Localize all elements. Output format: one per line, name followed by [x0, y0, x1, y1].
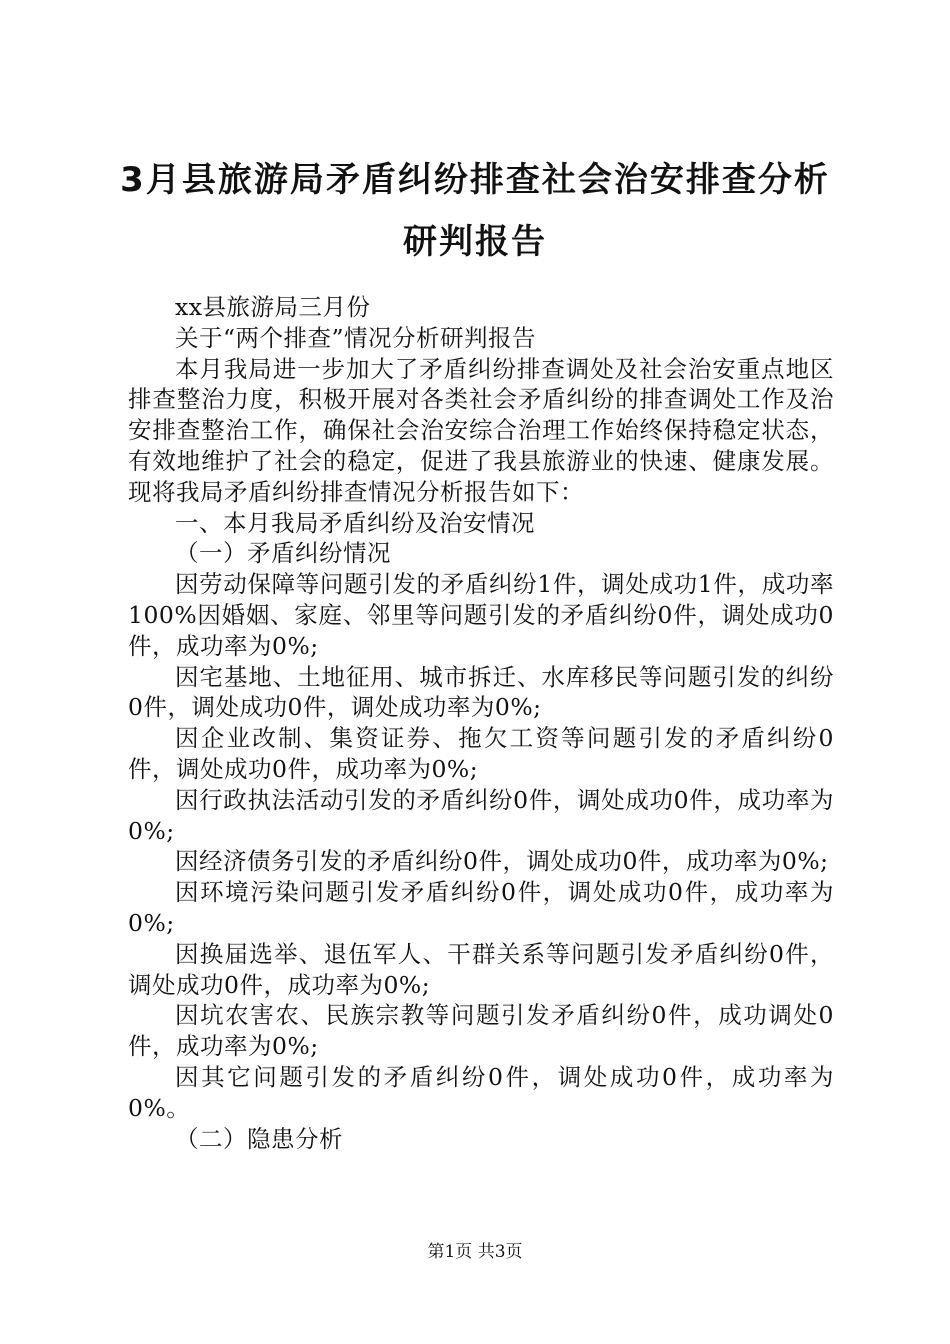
paragraph-land: 因宅基地、土地征用、城市拆迁、水库移民等问题引发的纠纷0件，调处成功0件，调处成功率为0%; [128, 662, 834, 722]
paragraph-farmers-religion: 因坑农害农、民族宗教等问题引发矛盾纠纷0件，成功调处0件，成功率为0%; [128, 1001, 834, 1061]
paragraph-enterprise: 因企业改制、集资证券、拖欠工资等问题引发的矛盾纠纷0件，调处成功0件，成功率为0%; [128, 724, 834, 783]
document-body [128, 292, 834, 1154]
paragraph-administrative: 因行政执法活动引发的矛盾纠纷0件，调处成功0件，成功率为0%; [128, 785, 834, 845]
paragraph-election: 因换届选举、退伍军人、干群关系等问题引发矛盾纠纷0件，调处成功0件，成功率为0%; [128, 939, 834, 999]
paragraph-debt: 因经济债务引发的矛盾纠纷0件，调处成功0件，成功率为0%; [175, 847, 829, 876]
section-heading-1: 一、本月我局矛盾纠纷及治安情况 [175, 508, 535, 537]
paragraph-environment: 因环境污染问题引发矛盾纠纷0件，调处成功0件，成功率为0%; [128, 878, 834, 937]
subsection-heading-1: （一）矛盾纠纷情况 [175, 539, 391, 568]
paragraph-labor: 因劳动保障等问题引发的矛盾纠纷1件，调处成功1件，成功率100%因婚姻、家庭、邻里等问题引发的矛盾纠纷0件，调处成功0件，成功率为0%; [128, 570, 834, 660]
issuer-line: xx县旅游局三月份 [175, 293, 371, 321]
paragraph-other: 因其它问题引发的矛盾纠纷0件，调处成功0件，成功率为0%。 [128, 1062, 834, 1122]
subsection-heading-2: （二）隐患分析 [175, 1124, 343, 1153]
page-footer: 第1页 共3页 [427, 1242, 523, 1262]
document-title-line-1: 3月县旅游局矛盾纠纷排查社会治安排查分析 [120, 160, 830, 200]
report-subtitle: 关于“两个排查”情况分析研判报告 [175, 323, 537, 352]
document-title-line-2: 研判报告 [403, 222, 547, 262]
intro-paragraph: 本月我局进一步加大了矛盾纠纷排查调处及社会治安重点地区排查整治力度，积极开展对各类社会矛盾纠纷的排查调处工作及治安排查整治工作，确保社会治安综合治理工作始终保持稳定状态，有效地维护了社会的稳定，促进了我县旅游业的快速、健康发展。现将我局矛盾纠纷排查情况分析报告如下： [128, 354, 834, 506]
